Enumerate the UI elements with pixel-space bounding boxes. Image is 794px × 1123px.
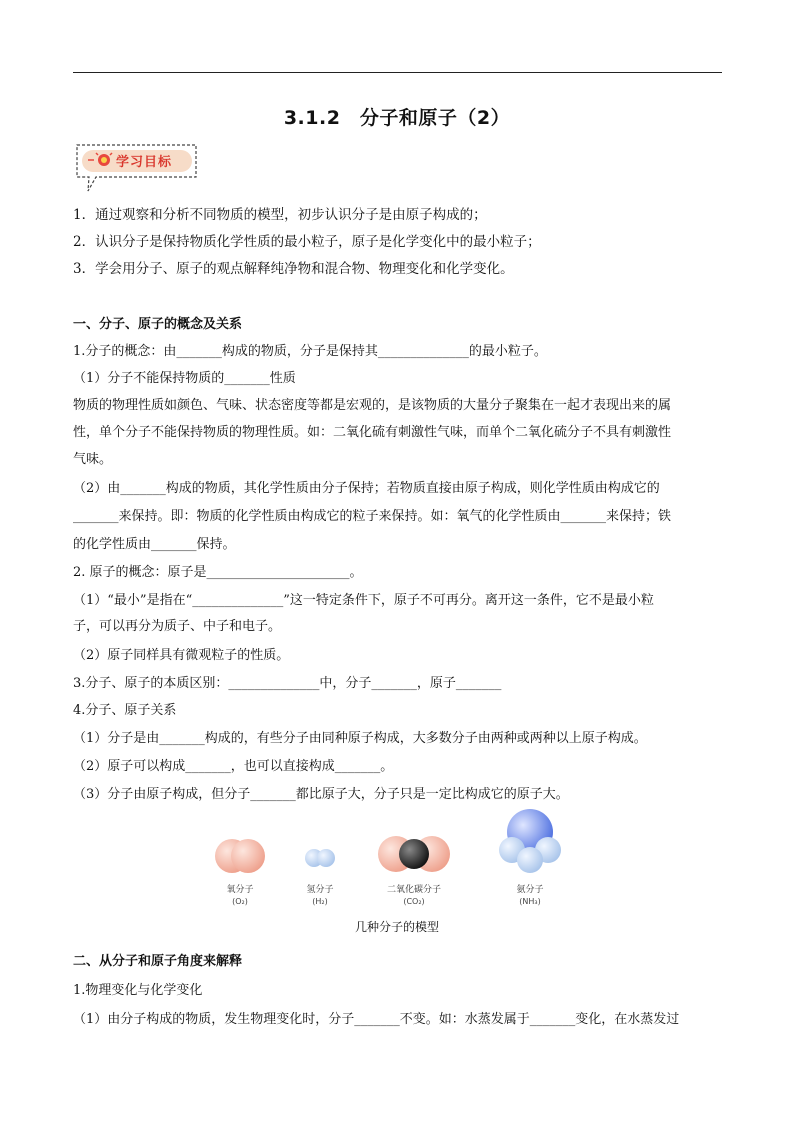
- learning-goals-badge: [74, 141, 200, 193]
- text-line: 1.物理变化与化学变化: [73, 983, 203, 998]
- text-line: （2）由_______构成的物质，其化学性质由分子保持；若物质直接由原子构成，则化学性质由构成它的: [73, 481, 660, 496]
- text-line: 子，可以再分为质子、中子和电子。: [73, 619, 282, 634]
- text-line: 性，单个分子不能保持物质的物理性质。如：二氧化硫有刺激性气味，而单个二氧化硫分子不具有刺激性: [73, 425, 672, 440]
- molecule-formula: (O₂): [232, 897, 248, 906]
- page-title: 3.1.2 分子和原子（2）: [283, 107, 511, 129]
- section-heading-1: 一、分子、原子的概念及关系: [73, 317, 243, 332]
- molecule-illustrations: [210, 808, 590, 888]
- hydrogen-atom: [517, 847, 543, 873]
- carbon-atom: [399, 839, 429, 869]
- text-line: 物质的物理性质如颜色、气味、状态密度等都是宏观的，是该物质的大量分子聚集在一起才表现出来的属: [73, 398, 672, 413]
- molecule-formula: (CO₂): [403, 897, 425, 906]
- text-line: 2. 原子的概念：原子是______________________。: [73, 565, 363, 580]
- oxygen-atom: [231, 839, 265, 873]
- goal-item-3: 3．学会用分子、原子的观点解释纯净物和混合物、物理变化和化学变化。: [73, 261, 514, 277]
- text-line: 气味。: [73, 452, 113, 467]
- molecule-formula: (NH₃): [519, 897, 541, 906]
- molecule-name: 二氧化碳分子: [386, 885, 441, 895]
- text-line: （1）分子是由_______构成的，有些分子由同种原子构成，大多数分子由两种或两种以上原子构成。: [73, 731, 647, 746]
- text-line: _______来保持。即：物质的化学性质由构成它的粒子来保持。如：氧气的化学性质由_______来保持；铁: [73, 509, 672, 524]
- text-line: （1）分子不能保持物质的_______性质: [73, 371, 296, 386]
- header-rule: [73, 72, 722, 73]
- goal-item-1: 1．通过观察和分析不同物质的模型，初步认识分子是由原子构成的；: [73, 207, 487, 223]
- molecule-formula: (H₂): [312, 897, 328, 906]
- molecule-models-figure: [210, 808, 590, 918]
- text-line: 4.分子、原子关系: [73, 703, 177, 718]
- molecule-name: 氧分子: [226, 885, 254, 895]
- text-line: 3.分子、原子的本质区别：______________中，分子_______，原子_______: [73, 676, 502, 691]
- molecule-name: 氢分子: [306, 885, 334, 895]
- text-line: （2）原子可以构成_______，也可以直接构成_______。: [73, 759, 394, 774]
- goal-item-2: 2．认识分子是保持物质化学性质的最小粒子，原子是化学变化中的最小粒子；: [73, 234, 541, 250]
- text-line: （2）原子同样具有微观粒子的性质。: [73, 648, 290, 663]
- text-line: （1）“最小”是指在“______________”这一特定条件下，原子不可再分。离开这一条件，它不是最小粒: [73, 593, 654, 608]
- badge-label: 学习目标: [116, 155, 173, 170]
- figure-caption: 几种分子的模型: [354, 920, 439, 934]
- molecule-name: 氨分子: [516, 885, 544, 895]
- hydrogen-atom: [317, 849, 335, 867]
- text-line: 1.分子的概念：由_______构成的物质，分子是保持其______________的最小粒子。: [73, 344, 547, 359]
- text-line: （3）分子由原子构成，但分子_______都比原子大，分子只是一定比构成它的原子大。: [73, 787, 569, 802]
- text-line: 的化学性质由_______保持。: [73, 537, 236, 552]
- text-line: （1）由分子构成的物质，发生物理变化时，分子_______不变。如：水蒸发属于_______变化，在水蒸发过: [73, 1012, 680, 1027]
- section-heading-2: 二、从分子和原子角度来解释: [73, 954, 243, 969]
